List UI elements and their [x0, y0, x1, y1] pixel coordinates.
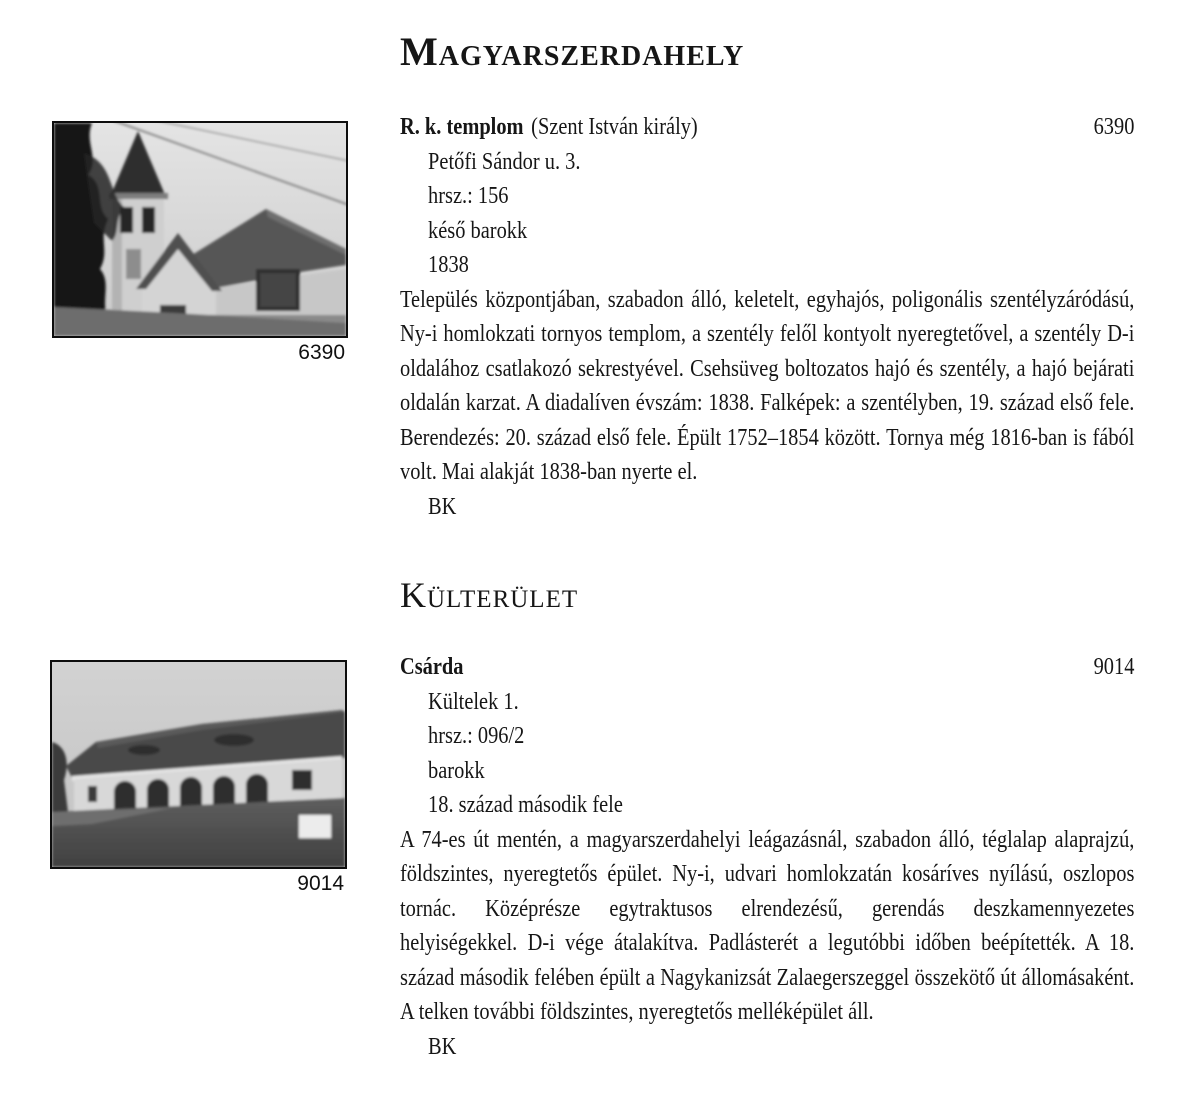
monument-photo-church: [52, 121, 348, 364]
photo-caption: 6390: [298, 341, 345, 364]
entry-name: Csárda: [400, 654, 464, 680]
entry-dedication: (Szent István király): [531, 114, 698, 140]
entry-details: [428, 685, 1134, 823]
entry-details: [428, 145, 1134, 283]
church-photo: [52, 121, 348, 338]
photo-caption: 9014: [297, 872, 344, 895]
entry-style: késő barokk: [428, 217, 528, 244]
author-initials: BK: [428, 1033, 457, 1060]
entry-date: 1838: [428, 252, 469, 278]
entry-parcel: hrsz.: 156: [428, 183, 509, 209]
entry-address: Petőfi Sándor u. 3.: [428, 148, 581, 175]
monument-entry-templom: [400, 110, 1134, 524]
entry-header: [400, 650, 1134, 685]
entry-description: Település központjában, szabadon álló, keletelt, egyhajós, poligonális szentélyzáródású, Ny-i homlokzati tornyos templom, a szentély felől kontyolt nyeregtetővel, a szentély D-i oldalához csatlakozó sekrestyével. Csehsüveg boltozatos hajó és szentély, a hajó bejárati oldalán karzat. A diadalíven évszám: 1838. Falképek: a szentélyben, 19. század első fele. Berendezés: 20. század első fele. Épült 1752–1854 között. Tornya még 1816-ban is fából volt. Mai alakját 1838-ban nyerte el.: [400, 286, 1135, 485]
monument-entry-csarda: [400, 650, 1134, 1064]
entry-title-group: [400, 650, 471, 685]
entry-style: barokk: [428, 757, 485, 784]
entry-number: 6390: [1093, 114, 1135, 140]
page-title: Magyarszerdahely: [400, 29, 745, 74]
entry-address: Kültelek 1.: [428, 688, 519, 715]
entry-name: R. k. templom: [400, 114, 524, 140]
author-initials: BK: [428, 493, 457, 520]
entry-description: A 74-es út mentén, a magyarszerdahelyi leágazásnál, szabadon álló, téglalap alaprajzú, földszintes, nyeregtetős épület. Ny-i, udvari homlokzatán kosáríves nyílású, oszlopos tornác. Középrésze egytraktusos elrendezésű, gerendás deszkamennyezetes helyiségekkel. D-i vége átalakítva. Padlásterét a legutóbbi időben beépítették. A 18. század második felében épült a Nagykanizsát Zalaegerszeggel összekötő út állomásaként. A telken további földszintes, nyeregtetős melléképület áll.: [400, 826, 1135, 1025]
entry-number: 9014: [1093, 654, 1135, 680]
section-heading: Külterület: [400, 575, 579, 615]
entry-header: [400, 110, 1134, 145]
entry-date: 18. század második fele: [428, 792, 623, 818]
monument-photo-csarda: [50, 660, 347, 895]
entry-parcel: hrsz.: 096/2: [428, 723, 525, 749]
entry-title-group: [400, 110, 698, 145]
csarda-photo: [50, 660, 347, 869]
